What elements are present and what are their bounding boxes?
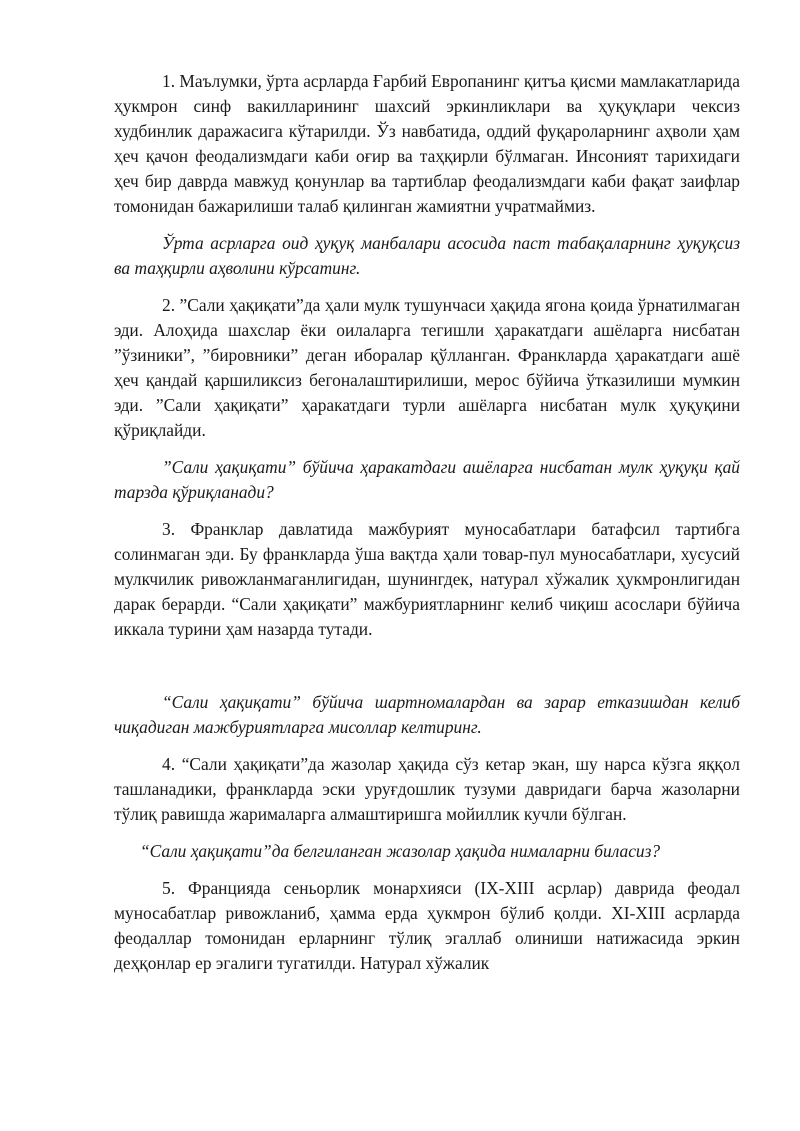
- question-3: “Сали ҳақиқати” бўйича шартномалардан ва зарар етказишдан келиб чиқадиган мажбуриятларга мисоллар келтиринг.: [114, 692, 740, 737]
- paragraph-4: 4. “Сали ҳақиқати”да жазолар ҳақида сўз кетар экан, шу нарса кўзга яққол ташланадики, франкларда эски уруғдошлик тузуми давридаги барча жазоларни тўлиқ равишда жарималарга алмаштиришга мойиллик кучли бўлган.: [114, 754, 740, 824]
- paragraph-5: 5. Францияда сеньорлик монархияси (IX-XIII асрлар) даврида феодал муносабатлар ривожланиб, ҳамма ерда ҳукмрон бўлиб қолди. XI-XIII асрларда феодаллар томонидан ерларнинг тўлиқ эгаллаб олиниши натижасида эркин деҳқонлар ер эгалиги тугатилди. Натурал хўжалик: [114, 878, 740, 973]
- question-4: “Сали ҳақиқати”да белгиланган жазолар ҳақида нималарни биласиз?: [140, 841, 661, 861]
- paragraph-3: 3. Франклар давлатида мажбурият муносабатлари батафсил тартибга солинмаган эди. Бу франкларда ўша вақтда ҳали товар-пул муносабатлари, хусусий мулкчилик ривожланмаганлигидан, шунингдек, натурал хўжалик ҳукмронлигидан дарак берарди. “Сали ҳақиқати” мажбуриятларнинг келиб чиқиш асослари бўйича иккала турини ҳам назарда тутади.: [114, 519, 740, 639]
- paragraph-2: 2. ”Сали ҳақиқати”да ҳали мулк тушунчаси ҳақида ягона қоида ўрнатилмаган эди. Алоҳида шахслар ёки оилаларга тегишли ҳаракатдаги ашёларга нисбатан ”ўзиники”, ”бировники” деган иборалар қўлланган. Франкларда ҳаракатдаги ашё ҳеч қандай қаршиликсиз бегоналаштирилиши, мерос бўйича ўтказилиши мумкин эди. ”Сали ҳақиқати” ҳаракатдаги турли ашёларга нисбатан мулк ҳуқуқини қўриқлайди.: [114, 295, 740, 440]
- document-page: [114, 69, 740, 976]
- paragraph-1: 1. Маълумки, ўрта асрларда Ғарбий Европанинг қитъа қисми мамлакатларида ҳукмрон синф вакилларининг шахсий эркинликлари ва ҳуқуқлари чексиз худбинлик даражасига кўтарилди. Ўз навбатида, оддий фуқароларнинг аҳволи ҳам ҳеч қачон феодализмдаги каби оғир ва таҳқирли бўлмаган. Инсоният тарихидаги ҳеч бир даврда мавжуд қонунлар ва тартиблар феодализмдаги каби фақат заифлар томонидан бажарилиши талаб қилинган жамиятни учратмаймиз.: [114, 71, 740, 216]
- question-2: ”Сали ҳақиқати” бўйича ҳаракатдаги ашёларга нисбатан мулк ҳуқуқи қай тарзда қўриқланади?: [114, 457, 740, 502]
- question-1: Ўрта асрларга оид ҳуқуқ манбалари асосида паст табақаларнинг ҳуқуқсиз ва таҳқирли аҳволини кўрсатинг.: [114, 233, 740, 278]
